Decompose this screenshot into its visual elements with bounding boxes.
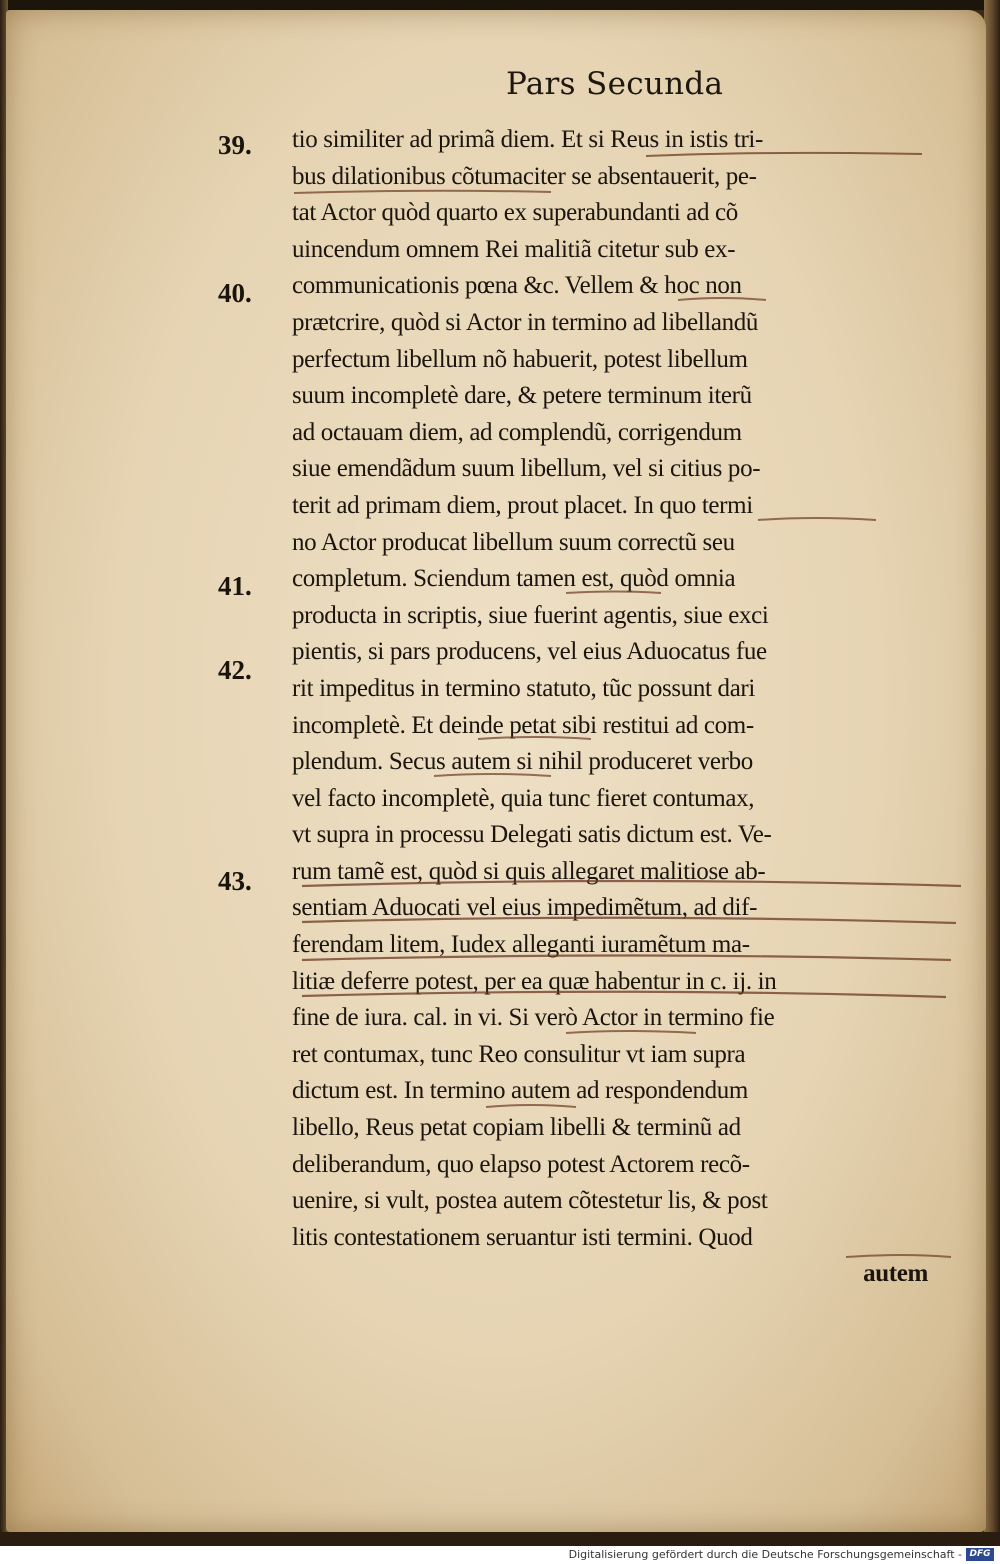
body-text: [292, 122, 932, 1293]
marginal-number: 43.: [218, 866, 252, 896]
text-line: perfectum libellum nõ habuerit, potest libellum: [292, 345, 748, 373]
marginal-number: 39.: [218, 130, 252, 160]
text-line: incompletè. Et deinde petat sibi restitui ad com-: [292, 711, 754, 739]
text-line: bus dilationibus cõtumaciter se absentauerit, pe-: [292, 162, 757, 190]
text-line: rum tamẽ est, quòd si quis allegaret malitiose ab-: [292, 857, 766, 885]
text-line: dictum est. In termino autem ad respondendum: [292, 1077, 749, 1105]
dfg-logo: DFG: [966, 1548, 994, 1561]
bottom-edge-shadow: [0, 1532, 1000, 1546]
text-line: tio similiter ad primã diem. Et si Reus in istis tri-: [292, 126, 763, 153]
text-line: sentiam Aduocati vel eius impedimẽtum, ad dif-: [292, 894, 758, 922]
top-edge-shadow: [0, 0, 1000, 10]
paper-leaf: [6, 10, 986, 1532]
text-line: libello, Reus petat copiam libelli & terminũ ad: [292, 1114, 741, 1142]
text-line: producta in scriptis, siue fuerint agentis, siue exci: [292, 601, 769, 629]
text-line: fine de iura. cal. in vi. Si verò Actor in termino fie: [292, 1004, 775, 1032]
text-line: plendum. Secus autem si nihil produceret verbo: [292, 748, 753, 776]
text-line: litis contestationem seruantur isti termini. Quod: [292, 1223, 753, 1251]
text-line: vt supra in processu Delegati satis dictum est. Ve-: [292, 821, 772, 849]
text-line: terit ad primam diem, prout placet. In quo termi: [292, 491, 753, 519]
text-line: prætcrire, quòd si Actor in termino ad libellandũ: [292, 308, 759, 336]
text-line: uincendum omnem Rei malitiã citetur sub ex-: [292, 235, 736, 263]
text-line: rit impeditus in termino statuto, tũc possunt dari: [292, 674, 756, 702]
funding-credit-text: Digitalisierung gefördert durch die Deutsche Forschungsgemeinschaft -: [568, 1548, 962, 1561]
text-line: tat Actor quòd quarto ex superabundanti ad cõ: [292, 199, 738, 227]
text-line: completum. Sciendum tamen est, quòd omnia: [292, 565, 736, 593]
page-edge-stack: [984, 0, 1000, 1546]
digitization-credit-bar: [0, 1546, 1000, 1564]
text-line: communicationis pœna &c. Vellem & hoc non: [292, 272, 742, 300]
marginal-number: 42.: [218, 655, 252, 685]
catchword: autem: [863, 1260, 928, 1288]
marginal-number: 40.: [218, 278, 252, 308]
text-line: ret contumax, tunc Reo consulitur vt iam supra: [292, 1040, 746, 1068]
page-content: [6, 10, 986, 1532]
text-line: suum incompletè dare, & petere terminum iterũ: [292, 382, 752, 410]
text-line: uenire, si vult, postea autem cõtestetur lis, & post: [292, 1187, 768, 1215]
text-line: vel facto incompletè, quia tunc fieret contumax,: [292, 784, 755, 812]
text-line: litiæ deferre potest, per ea quæ habentur in c. ij. in: [292, 967, 777, 995]
text-line: pientis, si pars producens, vel eius Aduocatus fue: [292, 638, 767, 666]
text-line: siue emendãdum suum libellum, vel si citius po-: [292, 455, 761, 483]
text-line: no Actor producat libellum suum correctũ seu: [292, 528, 735, 556]
text-line: deliberandum, quo elapso potest Actorem recõ-: [292, 1150, 750, 1178]
text-line: ad octauam diem, ad complendũ, corrigendum: [292, 418, 742, 446]
marginal-number: 41.: [218, 571, 252, 601]
text-line: ferendam litem, Iudex alleganti iuramẽtum ma-: [292, 931, 750, 959]
running-head: Pars Secunda: [506, 66, 724, 102]
